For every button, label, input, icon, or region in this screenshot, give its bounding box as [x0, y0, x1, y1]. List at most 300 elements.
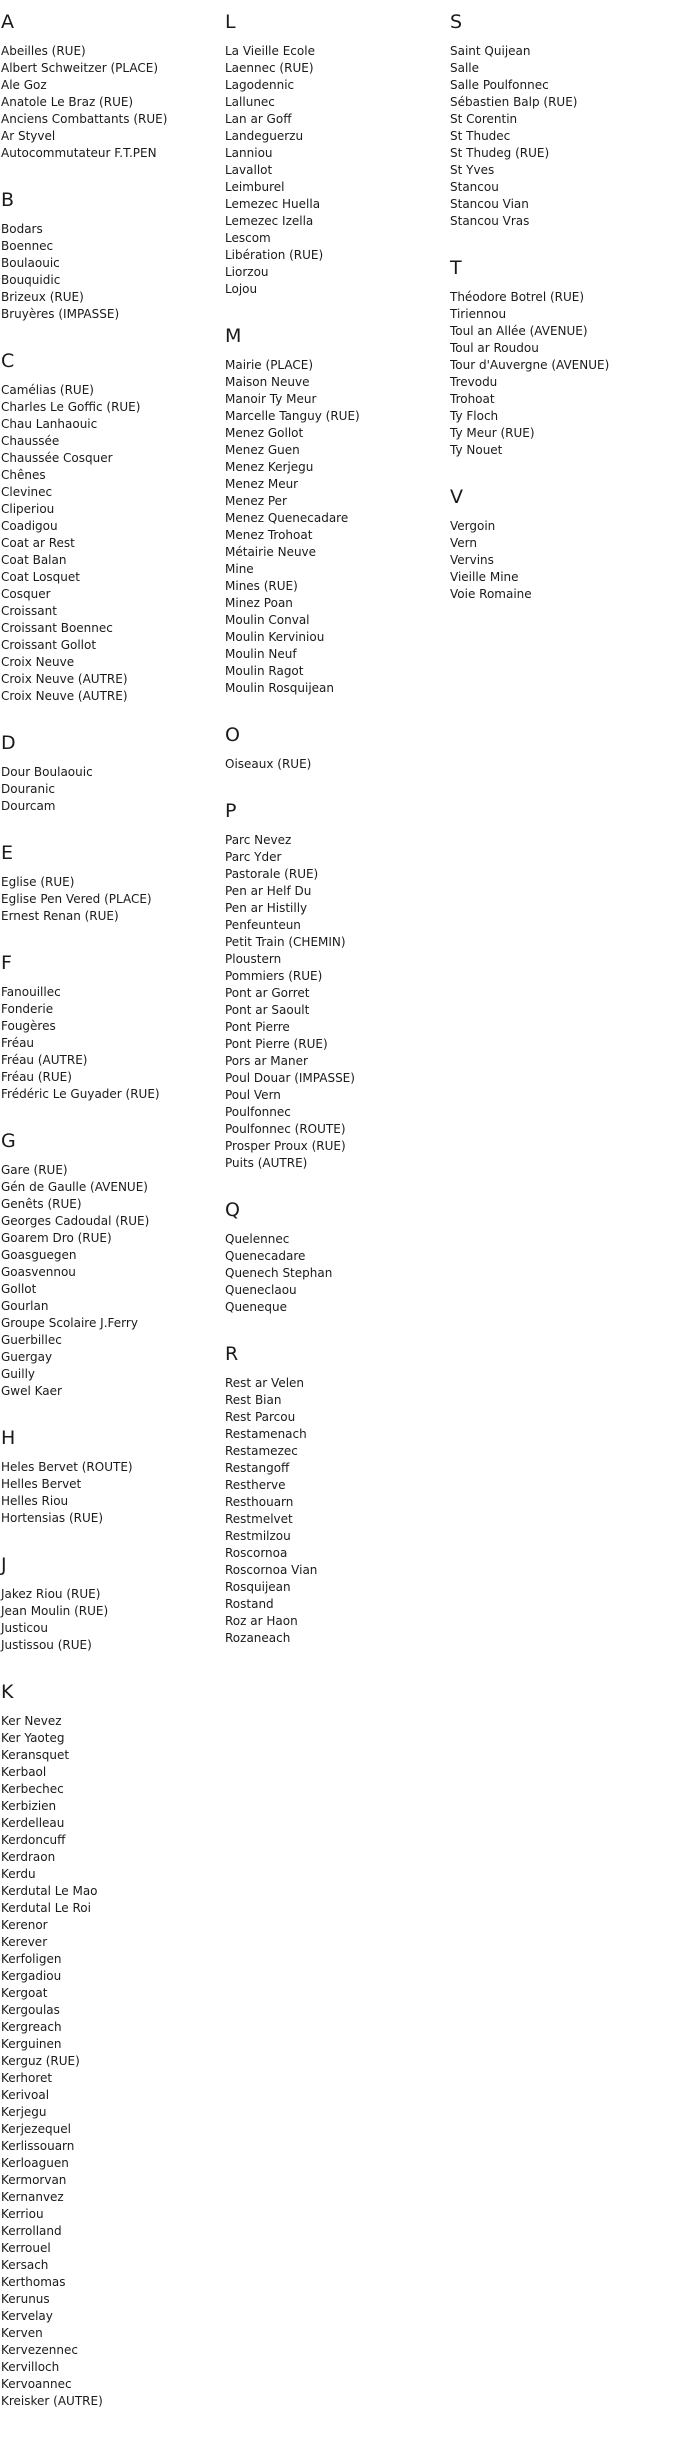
street-link[interactable]: Pont Pierre (RUE)	[225, 1037, 328, 1051]
street-link[interactable]: Kerunus	[1, 2292, 50, 2306]
letter-heading: G	[1, 1130, 16, 1152]
street-link[interactable]: Penfeunteun	[225, 918, 301, 932]
street-link[interactable]: Pastorale (RUE)	[225, 867, 319, 881]
street-link[interactable]: Prosper Proux (RUE)	[225, 1139, 346, 1153]
street-link[interactable]: Moulin Kerviniou	[225, 630, 325, 644]
street-link[interactable]: Bouquidic	[1, 273, 61, 287]
street-link[interactable]: Coat Balan	[1, 553, 67, 567]
street-list-item	[1, 764, 225, 781]
street-list-item	[1, 654, 225, 671]
street-list-item	[225, 1630, 450, 1647]
street-link[interactable]: Restmilzou	[225, 1529, 291, 1543]
street-link[interactable]: Poul Vern	[225, 1088, 281, 1102]
street-link[interactable]: Cliperiou	[1, 502, 55, 516]
street-link[interactable]: Sébastien Balp (RUE)	[450, 95, 578, 109]
street-link[interactable]: Marcelle Tanguy (RUE)	[225, 409, 360, 423]
street-list	[225, 1231, 450, 1316]
street-link[interactable]: Pont ar Gorret	[225, 986, 310, 1000]
street-link[interactable]: Gollot	[1, 1282, 37, 1296]
street-link[interactable]: Helles Riou	[1, 1494, 69, 1508]
street-link[interactable]: Moulin Neuf	[225, 647, 297, 661]
street-list	[1, 764, 225, 815]
street-link[interactable]: Roscornoa	[225, 1546, 288, 1560]
street-link[interactable]: Kerriou	[1, 2207, 44, 2221]
street-link[interactable]: Lescom	[225, 231, 271, 245]
street-list-item	[225, 459, 450, 476]
street-link[interactable]: Kervoannec	[1, 2377, 72, 2391]
street-list-item	[225, 985, 450, 1002]
street-list	[1, 1713, 225, 2410]
street-link[interactable]: Ker Yaoteg	[1, 1731, 65, 1745]
street-link[interactable]: Quelennec	[225, 1232, 290, 1246]
street-list-item	[450, 179, 675, 196]
street-list-item	[450, 77, 675, 94]
street-link[interactable]: Poulfonnec (ROUTE)	[225, 1122, 346, 1136]
street-list-item	[225, 646, 450, 663]
street-link[interactable]: Vieille Mine	[450, 570, 519, 584]
street-list-item	[225, 1104, 450, 1121]
street-list-item	[1, 111, 225, 128]
letter-heading: R	[225, 1343, 239, 1365]
street-link[interactable]: Kreisker (AUTRE)	[1, 2394, 103, 2408]
street-list-item	[225, 281, 450, 298]
column-2	[225, 0, 450, 2437]
street-link[interactable]: Vervins	[450, 553, 494, 567]
street-link[interactable]: Salle	[450, 61, 480, 75]
street-link[interactable]: Guergay	[1, 1350, 53, 1364]
street-link[interactable]: Lojou	[225, 282, 258, 296]
street-link[interactable]: Eglise Pen Vered (PLACE)	[1, 892, 152, 906]
street-link[interactable]: Restangoff	[225, 1461, 290, 1475]
street-link[interactable]: Rosquijean	[225, 1580, 291, 1594]
street-link[interactable]: Justissou (RUE)	[1, 1638, 92, 1652]
street-list-item	[1, 416, 225, 433]
street-list-item	[1, 1086, 225, 1103]
street-link[interactable]: Moulin Ragot	[225, 664, 304, 678]
street-link[interactable]: Kerfoligen	[1, 1952, 62, 1966]
street-link[interactable]: Kermorvan	[1, 2173, 67, 2187]
street-link[interactable]: Ar Styvel	[1, 129, 56, 143]
street-link[interactable]: St Thudeg (RUE)	[450, 146, 550, 160]
street-link[interactable]: Stancou Vian	[450, 197, 529, 211]
letter-group	[1, 350, 225, 705]
street-link[interactable]: Tour d'Auvergne (AVENUE)	[450, 358, 610, 372]
street-link[interactable]: Moulin Rosquijean	[225, 681, 335, 695]
street-list-item	[1, 2138, 225, 2155]
street-link[interactable]: Kervilloch	[1, 2360, 60, 2374]
street-link[interactable]: Vern	[450, 536, 477, 550]
street-list-item	[450, 425, 675, 442]
street-link[interactable]: St Thudec	[450, 129, 511, 143]
street-list-item	[1, 289, 225, 306]
street-link[interactable]: Charles Le Goffic (RUE)	[1, 400, 141, 414]
street-link[interactable]: Quenech Stephan	[225, 1266, 333, 1280]
street-link[interactable]: Coadigou	[1, 519, 58, 533]
street-link[interactable]: Camélias (RUE)	[1, 383, 94, 397]
street-list-item	[225, 391, 450, 408]
street-link[interactable]: Kerven	[1, 2326, 43, 2340]
street-list-item	[1, 2206, 225, 2223]
street-link[interactable]: Puits (AUTRE)	[225, 1156, 308, 1170]
street-link[interactable]: Anciens Combattants (RUE)	[1, 112, 168, 126]
street-link[interactable]: Boulaouic	[1, 256, 60, 270]
street-link[interactable]: Menez Per	[225, 494, 287, 508]
street-link[interactable]: Kerguz (RUE)	[1, 2054, 80, 2068]
street-link[interactable]: Gwel Kaer	[1, 1384, 62, 1398]
street-link[interactable]: Maison Neuve	[225, 375, 310, 389]
street-link[interactable]: Cosquer	[1, 587, 51, 601]
street-link[interactable]: Restherve	[225, 1478, 286, 1492]
street-list-item	[225, 510, 450, 527]
street-list-item	[1, 1230, 225, 1247]
street-link[interactable]: Abeilles (RUE)	[1, 44, 86, 58]
letter-group	[225, 325, 450, 697]
street-list-item	[1, 1815, 225, 1832]
street-link[interactable]: Hortensias (RUE)	[1, 1511, 104, 1525]
street-link[interactable]: Lallunec	[225, 95, 275, 109]
street-link[interactable]: Kerloaguen	[1, 2156, 69, 2170]
letter-group	[450, 257, 675, 459]
street-link[interactable]: Dour Boulaouic	[1, 765, 93, 779]
street-link[interactable]: Jakez Riou (RUE)	[1, 1587, 101, 1601]
letter-group	[225, 11, 450, 298]
street-link[interactable]: Rozaneach	[225, 1631, 291, 1645]
street-link[interactable]: Menez Quenecadare	[225, 511, 349, 525]
street-list-item	[450, 213, 675, 230]
street-link[interactable]: Groupe Scolaire J.Ferry	[1, 1316, 138, 1330]
street-link[interactable]: Leimburel	[225, 180, 285, 194]
letter-heading: E	[1, 842, 14, 864]
street-link[interactable]: Roz ar Haon	[225, 1614, 298, 1628]
letter-heading: K	[1, 1681, 14, 1703]
street-link[interactable]: Landeguerzu	[225, 129, 304, 143]
street-link[interactable]: Kerdutal Le Mao	[1, 1884, 98, 1898]
street-link[interactable]: Gén de Gaulle (AVENUE)	[1, 1180, 148, 1194]
street-link[interactable]: Croissant	[1, 604, 57, 618]
street-link[interactable]: Menez Gollot	[225, 426, 304, 440]
street-list-item	[450, 357, 675, 374]
street-link[interactable]: Petit Train (CHEMIN)	[225, 935, 346, 949]
letter-group	[1, 1130, 225, 1400]
street-list-item	[1, 1349, 225, 1366]
street-link[interactable]: Oiseaux (RUE)	[225, 757, 312, 771]
street-list-item	[1, 688, 225, 705]
street-link[interactable]: Chau Lanhaouic	[1, 417, 98, 431]
street-link[interactable]: Pont Pierre	[225, 1020, 290, 1034]
street-list-item	[225, 1579, 450, 1596]
letter-heading: A	[1, 11, 14, 33]
street-link[interactable]: Kerdoncuff	[1, 1833, 66, 1847]
street-list-item	[450, 408, 675, 425]
street-link[interactable]: Saint Quijean	[450, 44, 531, 58]
street-link[interactable]: Frédéric Le Guyader (RUE)	[1, 1087, 160, 1101]
street-list-item	[225, 442, 450, 459]
street-link[interactable]: Métairie Neuve	[225, 545, 317, 559]
street-list-item	[1, 255, 225, 272]
street-link[interactable]: Guerbillec	[1, 1333, 62, 1347]
street-link[interactable]: Queneque	[225, 1300, 288, 1314]
street-list-item	[1, 2019, 225, 2036]
street-link[interactable]: Fougères	[1, 1019, 56, 1033]
street-link[interactable]: Poulfonnec	[225, 1105, 291, 1119]
street-list-item	[225, 1613, 450, 1630]
street-list	[225, 43, 450, 298]
street-list-item	[225, 1528, 450, 1545]
street-link[interactable]: Kergadiou	[1, 1969, 62, 1983]
street-link[interactable]: Coat Losquet	[1, 570, 80, 584]
street-list-item	[225, 111, 450, 128]
street-link[interactable]: Guilly	[1, 1367, 36, 1381]
street-link[interactable]: Helles Bervet	[1, 1477, 82, 1491]
street-link[interactable]: Keransquet	[1, 1748, 70, 1762]
street-link[interactable]: Kerenor	[1, 1918, 48, 1932]
street-link[interactable]: Libération (RUE)	[225, 248, 324, 262]
street-link[interactable]: Goasvennou	[1, 1265, 76, 1279]
street-link[interactable]: Kerguinen	[1, 2037, 62, 2051]
street-list-item	[1, 1637, 225, 1654]
street-list-item	[1, 501, 225, 518]
street-link[interactable]: Kergoat	[1, 1986, 48, 2000]
street-link[interactable]: Kervezennec	[1, 2343, 78, 2357]
street-link[interactable]: Brizeux (RUE)	[1, 290, 84, 304]
street-list-item	[225, 476, 450, 493]
street-link[interactable]: Toul an Allée (AVENUE)	[450, 324, 588, 338]
street-link[interactable]: Kerrouel	[1, 2241, 51, 2255]
street-link[interactable]: Pen ar Helf Du	[225, 884, 312, 898]
street-link[interactable]: Fonderie	[1, 1002, 54, 1016]
street-list	[1, 43, 225, 162]
street-link[interactable]: Ale Goz	[1, 78, 47, 92]
street-list-item	[1, 2393, 225, 2410]
street-list	[225, 1375, 450, 1647]
street-link[interactable]: Kervelay	[1, 2309, 53, 2323]
street-link[interactable]: Kerdraon	[1, 1850, 56, 1864]
street-link[interactable]: Chaussée Cosquer	[1, 451, 113, 465]
street-link[interactable]: Mines (RUE)	[225, 579, 298, 593]
street-list-item	[1, 1366, 225, 1383]
street-link[interactable]: Chaussée	[1, 434, 60, 448]
street-list-item	[450, 518, 675, 535]
street-link[interactable]: Mairie (PLACE)	[225, 358, 314, 372]
street-link[interactable]: Menez Guen	[225, 443, 300, 457]
street-link[interactable]: Toul ar Roudou	[450, 341, 539, 355]
letter-heading: Q	[225, 1199, 240, 1221]
street-link[interactable]: Eglise (RUE)	[1, 875, 75, 889]
street-link[interactable]: Manoir Ty Meur	[225, 392, 317, 406]
street-link[interactable]: Ker Nevez	[1, 1714, 62, 1728]
street-list-item	[1, 2376, 225, 2393]
street-list-item	[1, 1747, 225, 1764]
street-link[interactable]: Kerjezequel	[1, 2122, 71, 2136]
street-list-item	[225, 756, 450, 773]
street-link[interactable]: Resthouarn	[225, 1495, 294, 1509]
street-link[interactable]: Tiriennou	[450, 307, 507, 321]
street-link[interactable]: Fanouillec	[1, 985, 61, 999]
street-link[interactable]: Lemezec Izella	[225, 214, 314, 228]
street-link[interactable]: Anatole Le Braz (RUE)	[1, 95, 134, 109]
street-link[interactable]: Kernanvez	[1, 2190, 64, 2204]
street-link[interactable]: Dourcam	[1, 799, 56, 813]
street-link[interactable]: Gare (RUE)	[1, 1163, 68, 1177]
street-link[interactable]: Chênes	[1, 468, 46, 482]
street-link[interactable]: Liorzou	[225, 265, 269, 279]
street-list-item	[1, 1866, 225, 1883]
street-link[interactable]: Douranic	[1, 782, 56, 796]
street-link[interactable]: Kerdutal Le Roi	[1, 1901, 91, 1915]
street-link[interactable]: Menez Kerjegu	[225, 460, 314, 474]
street-link[interactable]: Parc Nevez	[225, 833, 292, 847]
street-list-item	[1, 2104, 225, 2121]
street-list-item	[450, 586, 675, 603]
letter-group	[1, 1681, 225, 2410]
street-link[interactable]: Justicou	[1, 1621, 48, 1635]
street-link[interactable]: Trohoat	[450, 392, 495, 406]
street-list-item	[225, 1019, 450, 1036]
street-link[interactable]: Kerrolland	[1, 2224, 62, 2238]
street-link[interactable]: Ty Floch	[450, 409, 499, 423]
street-list-item	[225, 595, 450, 612]
street-link[interactable]: Restamenach	[225, 1427, 307, 1441]
street-link[interactable]: Kerdelleau	[1, 1816, 65, 1830]
street-link[interactable]: Rostand	[225, 1597, 274, 1611]
street-link[interactable]: Albert Schweitzer (PLACE)	[1, 61, 159, 75]
street-list-item	[225, 196, 450, 213]
street-link[interactable]: Trevodu	[450, 375, 498, 389]
street-link[interactable]: Ty Nouet	[450, 443, 503, 457]
street-link[interactable]: Kerbizien	[1, 1799, 57, 1813]
street-link[interactable]: Moulin Conval	[225, 613, 310, 627]
street-link[interactable]: Menez Meur	[225, 477, 299, 491]
street-link[interactable]: Genêts (RUE)	[1, 1197, 82, 1211]
street-link[interactable]: Coat ar Rest	[1, 536, 75, 550]
street-link[interactable]: Boennec	[1, 239, 54, 253]
street-link[interactable]: Voie Romaine	[450, 587, 532, 601]
street-link[interactable]: Goasguegen	[1, 1248, 77, 1262]
letter-heading: T	[450, 257, 462, 279]
street-list-item	[225, 493, 450, 510]
street-link[interactable]: Ty Meur (RUE)	[450, 426, 535, 440]
street-list-item	[1, 1798, 225, 1815]
street-list-item	[1, 238, 225, 255]
street-link[interactable]: Kerivoal	[1, 2088, 50, 2102]
street-link[interactable]: Salle Poulfonnec	[450, 78, 549, 92]
street-list-item	[225, 145, 450, 162]
street-link[interactable]: Stancou	[450, 180, 499, 194]
street-link[interactable]: Gourlan	[1, 1299, 49, 1313]
street-link[interactable]: Bodars	[1, 222, 43, 236]
street-link[interactable]: Georges Cadoudal (RUE)	[1, 1214, 150, 1228]
street-link[interactable]: Menez Trohoat	[225, 528, 313, 542]
street-link[interactable]: La Vieille Ecole	[225, 44, 315, 58]
street-list-item	[1, 1849, 225, 1866]
street-link[interactable]: St Yves	[450, 163, 495, 177]
street-link[interactable]: Quenecadare	[225, 1249, 306, 1263]
street-link[interactable]: Croix Neuve (AUTRE)	[1, 672, 128, 686]
street-list-item	[1, 399, 225, 416]
street-link[interactable]: Kerjegu	[1, 2105, 47, 2119]
street-link[interactable]: Pommiers (RUE)	[225, 969, 323, 983]
street-link[interactable]: Roscornoa Vian	[225, 1563, 318, 1577]
street-link[interactable]: Ploustern	[225, 952, 282, 966]
street-list-item	[1, 2359, 225, 2376]
street-list-item	[1, 781, 225, 798]
street-link[interactable]: Kersach	[1, 2258, 49, 2272]
street-link[interactable]: Pors ar Maner	[225, 1054, 308, 1068]
street-list-item	[1, 586, 225, 603]
letter-group	[225, 1199, 450, 1316]
street-link[interactable]: Stancou Vras	[450, 214, 530, 228]
street-link[interactable]: Kerbechec	[1, 1782, 64, 1796]
street-link[interactable]: Croissant Boennec	[1, 621, 113, 635]
street-link[interactable]: Goarem Dro (RUE)	[1, 1231, 112, 1245]
street-link[interactable]: Kergoulas	[1, 2003, 60, 2017]
street-link[interactable]: Mine	[225, 562, 254, 576]
street-link[interactable]: Kerlissouarn	[1, 2139, 75, 2153]
street-link[interactable]: St Corentin	[450, 112, 518, 126]
street-link[interactable]: Heles Bervet (ROUTE)	[1, 1460, 133, 1474]
street-link[interactable]: Kerthomas	[1, 2275, 66, 2289]
street-link[interactable]: Poul Douar (IMPASSE)	[225, 1071, 355, 1085]
street-list-item	[450, 340, 675, 357]
street-link[interactable]: Kergreach	[1, 2020, 62, 2034]
street-link[interactable]: Lanniou	[225, 146, 273, 160]
street-link[interactable]: Lavallot	[225, 163, 273, 177]
street-link[interactable]: Vergoin	[450, 519, 496, 533]
street-list-item	[225, 1053, 450, 1070]
street-link[interactable]: Laennec (RUE)	[225, 61, 314, 75]
street-list-item	[450, 94, 675, 111]
street-link[interactable]: Jean Moulin (RUE)	[1, 1604, 109, 1618]
street-link[interactable]: Kerhoret	[1, 2071, 53, 2085]
street-link[interactable]: Restmelvet	[225, 1512, 293, 1526]
street-link[interactable]: Kerever	[1, 1935, 48, 1949]
street-link[interactable]: Rest ar Velen	[225, 1376, 305, 1390]
street-link[interactable]: Queneclaou	[225, 1283, 297, 1297]
street-link[interactable]: Parc Yder	[225, 850, 282, 864]
street-list-item	[225, 374, 450, 391]
street-list-item	[225, 77, 450, 94]
letter-group	[450, 11, 675, 230]
street-link[interactable]: Pont ar Saoult	[225, 1003, 310, 1017]
street-list-item	[225, 1409, 450, 1426]
street-link[interactable]: Lan ar Goff	[225, 112, 292, 126]
street-link[interactable]: Fréau	[1, 1036, 35, 1050]
street-list-item	[225, 1460, 450, 1477]
street-link[interactable]: Minez Poan	[225, 596, 293, 610]
street-list-item	[1, 94, 225, 111]
street-link[interactable]: Bruyères (IMPASSE)	[1, 307, 120, 321]
street-link[interactable]: Lemezec Huella	[225, 197, 321, 211]
street-link[interactable]: Pen ar Histilly	[225, 901, 308, 915]
street-link[interactable]: Rest Bian	[225, 1393, 282, 1407]
street-link[interactable]: Croix Neuve	[1, 655, 75, 669]
street-link[interactable]: Croissant Gollot	[1, 638, 97, 652]
street-link[interactable]: Théodore Botrel (RUE)	[450, 290, 585, 304]
street-link[interactable]: Fréau (AUTRE)	[1, 1053, 88, 1067]
street-link[interactable]: Ernest Renan (RUE)	[1, 909, 119, 923]
street-link[interactable]: Lagodennic	[225, 78, 295, 92]
street-link[interactable]: Kerdu	[1, 1867, 36, 1881]
street-link[interactable]: Croix Neuve (AUTRE)	[1, 689, 128, 703]
street-link[interactable]: Rest Parcou	[225, 1410, 296, 1424]
street-link[interactable]: Autocommutateur F.T.PEN	[1, 146, 157, 160]
street-link[interactable]: Clevinec	[1, 485, 53, 499]
street-list	[225, 756, 450, 773]
street-link[interactable]: Kerbaol	[1, 1765, 47, 1779]
street-link[interactable]: Fréau (RUE)	[1, 1070, 72, 1084]
street-link[interactable]: Restamezec	[225, 1444, 298, 1458]
letter-group	[1, 842, 225, 925]
